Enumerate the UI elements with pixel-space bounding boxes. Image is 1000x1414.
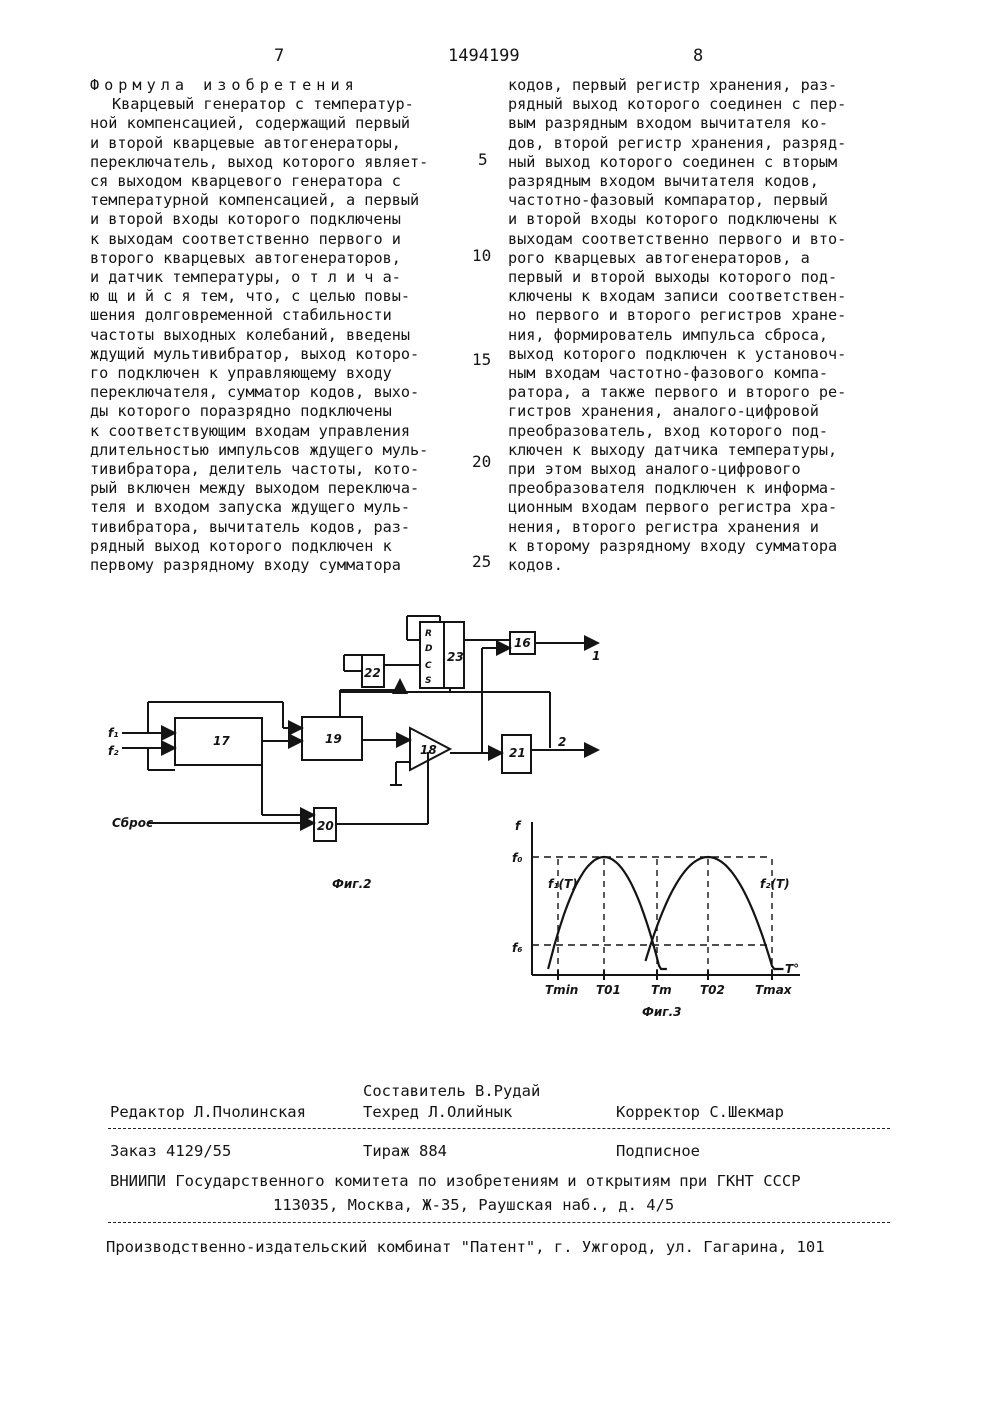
x-tick-t02: T02 — [700, 983, 725, 997]
pin-r-label: R — [425, 629, 432, 639]
block-22-label: 22 — [364, 666, 381, 680]
text-line: ный выход которого соединен с вторым — [508, 152, 838, 171]
text-line: шения долговременной стабильности — [90, 306, 392, 325]
subscription-line: Подписное — [616, 1142, 700, 1160]
text-line: гистров хранения, аналого-цифровой — [508, 402, 819, 421]
text-line: к второму разрядному входу сумматора — [508, 536, 838, 555]
curve-2-label: f₂(T) — [760, 877, 790, 891]
text-line: рого кварцевых автогенераторов, а — [508, 248, 810, 267]
figure-3-chart — [480, 805, 820, 1030]
text-line: ю щ и й с я тем, что, с целью повы- — [90, 287, 411, 306]
curve-1-label: f₁(T) — [548, 877, 578, 891]
pin-d-label: D — [425, 644, 433, 654]
block-18-label: 18 — [420, 743, 437, 757]
organization-line-2: 113035, Москва, Ж-35, Раушская наб., д. 4/5 — [273, 1196, 675, 1214]
text-line: частотно-фазовый компаратор, первый — [508, 191, 829, 210]
figure-3-caption: Фиг.3 — [642, 1005, 682, 1019]
input-f2-label: f₂ — [108, 744, 119, 758]
pin-s-label: S — [425, 676, 432, 686]
text-line: кодов, первый регистр хранения, раз- — [508, 76, 838, 94]
compiler-line: Составитель В.Рудай — [363, 1082, 541, 1100]
text-line: и второй входы которого подключены — [90, 210, 401, 229]
text-line: ся выходом кварцевого генератора с — [90, 172, 401, 191]
reset-label: Сброс — [112, 816, 154, 830]
text-line: ды которого поразрядно подключены — [90, 402, 392, 421]
organization-line-1: ВНИИПИ Государственного комитета по изобретениям и открытиям при ГКНТ СССР — [110, 1172, 801, 1190]
text-line: длительностью импульсов ждущего муль- — [90, 440, 429, 459]
input-f1-label: f₁ — [108, 726, 119, 740]
x-axis-label: T° — [785, 962, 800, 976]
text-line: к выходам соответственно первого и — [90, 229, 401, 248]
fb-label: f₆ — [512, 941, 523, 955]
left-column — [90, 76, 470, 575]
text-line: вым разрядным входом вычитателя ко- — [508, 114, 829, 133]
text-line: выход которого подключен к установоч- — [508, 344, 847, 363]
output-2-label: 2 — [558, 735, 567, 749]
text-line: ной компенсацией, содержащий первый — [90, 114, 411, 133]
text-line: переключатель, выход которого являет- — [90, 152, 429, 171]
line-number: 20 — [472, 452, 492, 471]
text-line: тивибратора, делитель частоты, кото- — [90, 460, 420, 479]
text-line: ционным входам первого регистра хра- — [508, 498, 838, 517]
curve-2 — [646, 857, 784, 969]
divider — [108, 1222, 890, 1223]
line-number: 10 — [472, 246, 492, 265]
x-tick-tmin: Tmin — [545, 983, 579, 997]
patent-number: 1494199 — [448, 46, 520, 66]
text-line: первый и второй выходы которого под- — [508, 268, 838, 287]
text-line: ратора, а также первого и второго ре- — [508, 383, 847, 402]
publisher-line: Производственно-издательский комбинат "Патент", г. Ужгород, ул. Гагарина, 101 — [106, 1238, 825, 1256]
f0-label: f₀ — [512, 851, 523, 865]
block-17-label: 17 — [213, 734, 230, 748]
text-line: рядный выход которого соединен с пер- — [508, 95, 847, 114]
text-line: частоты выходных колебаний, введены — [90, 325, 411, 344]
text-line: ключены к входам записи соответствен- — [508, 287, 847, 306]
text-line: кодов. — [508, 556, 563, 575]
text-line: дов, второй регистр хранения, разряд- — [508, 133, 847, 152]
print-run-line: Тираж 884 — [363, 1142, 447, 1160]
page-number-left: 7 — [274, 46, 285, 66]
block-21-label: 21 — [509, 746, 526, 760]
text-line: ным входам частотно-фазового компа- — [508, 364, 829, 383]
pin-c-label: C — [425, 661, 432, 671]
text-line: к соответствующим входам управления — [90, 421, 411, 440]
corrector-line: Корректор С.Шекмар — [616, 1103, 784, 1121]
text-line: преобразователя подключен к информа- — [508, 479, 838, 498]
text-line: го подключен к управляющему входу — [90, 364, 392, 383]
y-axis-label: f — [515, 819, 521, 833]
text-line: теля и входом запуска ждущего муль- — [90, 498, 411, 517]
block-20-label: 20 — [317, 819, 334, 833]
x-tick-t01: T01 — [596, 983, 621, 997]
text-line: преобразователь, вход которого под- — [508, 421, 829, 440]
text-line: переключателя, сумматор кодов, выхо- — [90, 383, 420, 402]
block-23-register — [420, 622, 444, 688]
divider — [108, 1128, 890, 1129]
x-tick-tm: Tm — [651, 983, 672, 997]
block-16-label: 16 — [514, 636, 531, 650]
text-line: Кварцевый генератор с температур- — [112, 95, 414, 114]
output-1-label: 1 — [592, 649, 601, 663]
text-line: ждущий мультивибратор, выход которо- — [90, 344, 420, 363]
text-line: при этом выход аналого-цифрового — [508, 460, 801, 479]
text-line: выходам соответственно первого и вто- — [508, 229, 847, 248]
text-line: но первого и второго регистров хране- — [508, 306, 847, 325]
page-number-right: 8 — [693, 46, 704, 66]
formula-heading: Формула изобретения — [90, 76, 359, 94]
text-line: температурной компенсацией, а первый — [90, 191, 420, 210]
figure-2-caption: Фиг.2 — [332, 877, 372, 891]
text-line: разрядным входом вычитателя кодов, — [508, 172, 819, 191]
text-line: и второй кварцевые автогенераторы, — [90, 133, 401, 152]
block-23-label: 23 — [447, 650, 464, 664]
text-line: нения, второго регистра хранения и — [508, 517, 819, 536]
text-line: первому разрядному входу сумматора — [90, 556, 401, 575]
text-line: ния, формирователь импульса сброса, — [508, 325, 829, 344]
line-number: 5 — [478, 150, 488, 169]
block-19-label: 19 — [325, 732, 342, 746]
order-line: Заказ 4129/55 — [110, 1142, 232, 1160]
right-column — [508, 76, 888, 575]
text-line: рый включен между выходом переключа- — [90, 479, 420, 498]
techred-line: Техред Л.Олийнык — [363, 1103, 513, 1121]
line-number: 25 — [472, 552, 492, 571]
text-line: тивибратора, вычитатель кодов, раз- — [90, 517, 411, 536]
text-line: рядный выход которого подключен к — [90, 536, 392, 555]
text-line: второго кварцевых автогенераторов, — [90, 248, 401, 267]
x-tick-tmax: Tmax — [755, 983, 792, 997]
editor-line: Редактор Л.Пчолинская — [110, 1103, 306, 1121]
text-line: и датчик температуры, о т л и ч а- — [90, 268, 401, 287]
line-number: 15 — [472, 350, 492, 369]
text-line: и второй входы которого подключены к — [508, 210, 838, 229]
text-line: ключен к выходу датчика температуры, — [508, 440, 838, 459]
